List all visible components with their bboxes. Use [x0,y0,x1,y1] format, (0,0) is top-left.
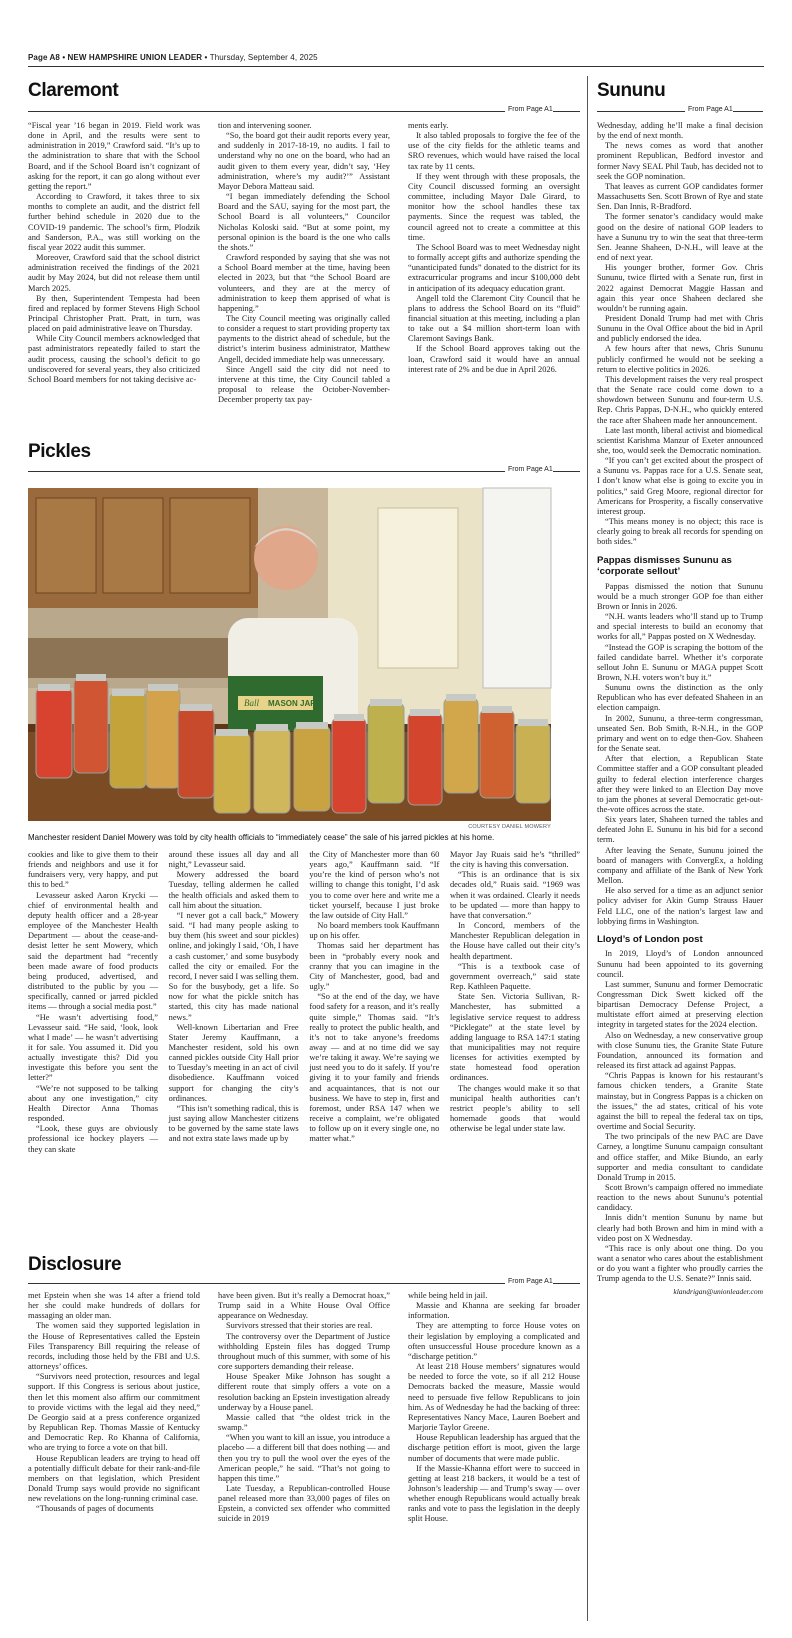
paragraph: At least 218 House members’ signatures would be needed to force the vote, so if all 212 House Democrats backed the measure, Massie would need to persuade five fellow Republicans to join him. As of Wednesday he had the backing of three: Representatives Nancy Mace, Lauren Boebert and Marjorie Taylor Greene. [408,1362,580,1433]
disclosure-jump-rule [28,1283,580,1284]
paragraph: House Speaker Mike Johnson has sought a different route that simply offers a vote on a resolution backing an Epstein investigation already underway by a House panel. [218,1372,390,1412]
paragraph: met Epstein when she was 14 after a friend told her she could make hundreds of dollars for massaging an older man. [28,1291,200,1321]
paragraph: Mayor Jay Ruais said he’s “thrilled” the city is having this conversation. [449,850,580,870]
pickles-columns [28,850,580,1154]
pickles-photo [28,488,551,821]
jar-brand-text: Ball [244,698,259,708]
claremont-jump-label: From Page A1 [505,106,553,113]
paragraph: Innis didn’t mention Sununu by name but clearly had both Brown and him in mind with a video post on X Wednesday. [597,1213,763,1243]
claremont-headline: Claremont [28,80,119,101]
paragraph: tion and intervening sooner. [218,121,312,130]
paragraph: It also tabled proposals to forgive the fee of the use of the city fields for the athletic teams and SRO revenues, which would have raised the local tax rate by 11 cents. [408,131,580,171]
paragraph: Survivors stressed that their stories are real. [226,1321,373,1331]
paragraph: “This means money is no object; this race is clearly going to break all records for spending on both sides.” [597,517,763,547]
paragraph: If the School Board approves taking out the loan, Crawford said it would have an annual interest rate of 2% and be due in April 2026. [408,344,580,374]
folio: Page A8 • NEW HAMPSHIRE UNION LEADER • Thursday, September 4, 2025 [28,53,318,62]
paragraph: He also served for a time as an adjunct senior policy adviser for Akin Gump Strauss Hauer Feld LLC, one of the nation’s largest law and lobbying firms in Washington. [597,886,763,926]
claremont-jump-rule [28,111,580,112]
sununu-headline: Sununu [597,80,666,101]
paragraph: House Republican leaders are trying to head off a potentially difficult debate for their rank-and-file members on that legislation, which President Donald Trump says would provide no significant new revelations on the long-running criminal case. [28,1453,200,1504]
sununu-jump-label: From Page A1 [685,106,733,113]
column-divider [587,76,588,1621]
paragraph: “This race is only about one thing. Do you want a senator who cares about the establishment or do you want a fighter who proudly carries the Trump agenda to the U.S. Senate?” Innis said. [597,1243,763,1284]
paragraph: The news comes as word that another prominent Republican, Bedford investor and former Navy SEAL Phil Taub, has decided not to seek the GOP nomination. [597,141,763,181]
paragraph: “N.H. wants leaders who’ll stand up to Trump and special interests to build an economy that works for all,” Pappas posted on X Wednesday. [597,612,763,642]
claremont-column-3 [408,121,580,439]
paragraph: Crawford responded by saying that she was not a School Board member at the time, having been elected in 2023, but that “the School Board are volunteers, and they are at the mercy of administration to keep them apprised of what is happening.” [218,253,390,313]
paragraph: “Survivors need protection, resources and legal support. If this Congress is serious about justice, then let this moment also affirm our commitment to provide victims with the legal aid they need,” De Georgio said at a press conference organized by Republican Rep. Thomas Massie of Kentucky and Democratic Rep. Ro Khanna of California, who are trying to force a vote on that bill. [28,1372,200,1453]
photo-credit: COURTESY DANIEL MOWERY [468,824,551,830]
paragraph: “When you want to kill an issue, you introduce a placebo — a different bill that does nothing — and then you try to pull the wool over the eyes of the American people,” he said. “That’s not going to happen this time.” [218,1433,390,1483]
paragraph: “Look, these guys are obviously professional ice hockey players — they can skate [28,1124,158,1154]
pickles-column-2 [168,850,299,1144]
paragraph: The School Board was to meet Wednesday night to formally accept gifts and authorize spending the “unanticipated funds” donated to the district for its extracurricular programs and incur $100,000 debt in anticipation of its adequacy education grant. [408,242,580,293]
pickles-column-4 [449,850,580,1134]
sununu-subhead-pappas: Pappas dismisses Sununu as ‘corporate sellout’ [597,554,732,578]
top-rule [28,66,764,67]
paragraph: Well-known Libertarian and Free Stater Jeremy Kauffmann, a Manchester resident, sold his own canned pickles outside City Hall prior to Tuesday’s meeting in an act of civil disobedience. Kauffmann voiced support for changing the city’s ordinances. [168,1022,299,1103]
paragraph: Massie and Khanna are seeking far broader information. [408,1301,580,1321]
paragraph: around these issues all day and all night,” Levasseur said. [168,850,299,870]
paragraph: In Concord, members of the Manchester Republican delegation in the House have called out their city’s health department. [449,921,580,961]
paragraph: the City of Manchester more than 60 years ago,” Kauffmann said. “If you’re the kind of person who’s not willing to change this tonight, I’d ask you to come over here and write me a ticket yourself, because I just broke the law outside of City Hall.” [309,850,440,920]
paragraph: “Fiscal year ’16 began in 2019. Field work was done in April, and the results were sent to administration in 2019,” Crawford said. “It’s up to the administration to share that with the School Board, and if the School Board isn’t cognizant of asking for the report, it can go along without ever getting the report.” [28,121,200,191]
paragraph: The controversy over the Department of Justice withholding Epstein files has dogged Trump throughout much of this summer, with some of his core supporters demanding their release. [218,1331,390,1372]
sununu-body-a [597,121,763,548]
pickles-jump-label: From Page A1 [505,466,553,473]
paragraph: In 2019, Lloyd’s of London announced Sununu had been appointed to its governing council. [597,949,763,979]
claremont-column-2 [218,121,390,439]
paragraph: State Sen. Victoria Sullivan, R-Manchester, has submitted a legislative service request to address “Picklegate” at the state level by adding language to RSA 147:1 stating that municipalities may not require licenses for activities exempted by state homestead food operation ordinances. [449,992,580,1083]
paragraph: Levasseur asked Aaron Krycki — chief of environmental health and deputy health officer and a 28-year employee of the Manchester Health Department — about the cease-and-desist letter he sent Mowery, which said the department had “recently been made aware of food products being produced, advertised, and distributed to the public by you — specifically, canned or jarred pickled items — through a social media post.” [28,890,158,1012]
paragraph: If they went through with these proposals, the City Council discussed forming an oversight committee, including Mayor Dale Girard, to monitor how the school handles these tax payments. Since the request was tabled, the council agreed not to create a committee at this time. [408,171,580,242]
paragraph: That leaves as current GOP candidates former Massachusetts Sen. Scott Brown of Rye and state Sen. Dan Innis, R-Bradford. [597,181,763,212]
paragraph: By then, Superintendent Tempesta had been fired and replaced by former Stevens High School Principal Christopher Pratt. Pratt, in turn, was placed on paid administrative leave on Thursday. [28,293,200,334]
folio-paper: NEW HAMPSHIRE UNION LEADER [67,53,203,62]
disclosure-headline: Disclosure [28,1254,122,1275]
paragraph: “This isn’t something radical, this is just saying allow Manchester citizens to be governed by the same state laws and not extra state laws made up by [168,1103,299,1144]
pickles-column-1 [28,850,158,1154]
paragraph: “I began immediately defending the School Board and the SAU, saying for the most part, the School Board is all volunteers,” Councilor Nicholas Koloski said. “But at some point, my personal opinion is the board is the one who calls the shots.” [218,192,390,252]
sununu-subhead-lloyds: Lloyd’s of London post [597,933,703,945]
paragraph: “This is a textbook case of government overreach,” said state Rep. Kathleen Paquette. [449,961,580,992]
paragraph: “We’re not supposed to be talking about any one investigation,” city Health Director Anna Thomas responded. [28,1083,158,1124]
sununu-body-c [597,949,763,1284]
paragraph: Late Tuesday, a Republican-controlled House panel released more than 33,000 pages of files on Epstein, a convicted sex offender who committed suicide in 2019 [218,1483,390,1524]
paragraph: cookies and like to give them to their friends and neighbors and use it for fundraisers very, very happy, and put this to bed.” [28,850,158,890]
pickles-jump-rule [28,471,580,472]
paragraph: They are attempting to force House votes on their legislation by employing a complicated and often unsuccessful House procedure known as a “discharge petition.” [408,1321,580,1361]
paragraph: The two principals of the new PAC are Dave Carney, a longtime Sununu campaign consultant and office staffer, and Mike Biundo, an early supporter and media consultant to candidate Donald Trump in 2015. [597,1132,763,1182]
paragraph: The women said they supported legislation in the House of Representatives called the Epstein Files Transparency Bill requiring the release of records, including those held by the FBI and U.S. attorneys’ offices. [28,1321,200,1372]
disclosure-column-2 [218,1291,390,1621]
paragraph: Wednesday, adding he’ll make a final decision by the end of next month. [597,121,763,141]
paragraph: Sununu owns the distinction as the only Republican who has ever defeated Shaheen in an election campaign. [597,683,763,713]
paragraph: No board members took Kauffmann up on his offer. [309,921,440,941]
paragraph: If the Massie-Khanna effort were to succeed in getting at least 218 backers, it would be a test of Johnson’s leadership — and Trump’s sway — over whether enough Republicans would actually break ranks and vote to pass the legislation in the deeply split House. [408,1463,580,1524]
sununu-column [597,121,763,1621]
paragraph: The City Council meeting was originally called to consider a request to start providing property tax payments to the district ahead of schedule, but the district’s interim business administrator, Matthew Angell, decided immediate help was unnecessary. [218,313,390,364]
paragraph: “Chris Pappas is known for his restaurant’s famous chicken tenders, a Granite State mainstay, but in Congress Pappas is a chicken on the issues,” the ad states, critical of his vote against the bill to repeal the federal tax on tips, overtime and Social Security. [597,1071,763,1132]
paragraph: Mowery addressed the board Tuesday, telling aldermen he called the health officials and asked them to call him about the situation. [168,870,299,910]
paragraph: Late last month, liberal activist and biomedical scientist Karishma Manzur of Exeter announced she, too, would seek the Democratic nomination. [597,425,763,455]
paragraph: while being held in jail. [408,1291,488,1300]
paragraph: ments early. [408,121,449,130]
paragraph: After that election, a Republican State Committee staffer and a GOP consultant pleaded guilty to federal election interference charges after they were linked to an Election Day move to jam the phones at several Democratic get-out-the-vote offices across the state. [597,754,763,814]
paragraph: Six years later, Shaheen turned the tables and defeated John E. Sununu in his bid for a second term. [597,815,763,845]
paragraph: The former senator’s candidacy would make good on the desire of national GOP leaders to have a Sununu try to win the seat that three-term Sen. Jeanne Shaheen, D-N.H., will leave at the end of next year. [597,212,763,263]
paragraph: “Thousands of pages of documents [36,1504,154,1514]
paragraph: While City Council members acknowledged that past administrators repeatedly failed to start the audit process, causing the school’s deficit to go undiscovered for several years, they also criticized School Board members for not taking decisive ac- [28,334,200,384]
pickles-column-3 [309,850,440,1144]
paragraph: House Republican leadership has argued that the discharge petition effort is moot, given the large number of documents that were made public. [408,1433,580,1463]
sununu-body-b [597,582,763,927]
paragraph: His younger brother, former Gov. Chris Sununu, twice flirted with a Senate run, first in 2022 against Democrat Maggie Hassan and again this year once Shaheen declared she wouldn’t be running again. [597,263,763,313]
claremont-columns [28,121,580,439]
paragraph: Scott Brown’s campaign offered no immediate reaction to the news about Sununu’s potential candidacy. [597,1182,763,1213]
paragraph: “I never got a call back,” Mowery said. “I had many people asking to buy them (his sweet and sour pickles) online, and jokingly I said, ‘Oh, I have a cash customer,’ and some busybody called the city or emailed. For the record, I never said I was selling them. So for the busybody, get a life. So now for what the pickle snitch has started, this city has made national news.” [168,910,299,1022]
paragraph: Angell told the Claremont City Council that he plans to address the School Board on its “fluid” financial situation at this meeting, including a plan to take out a $4 million short-term loan with Claremont Savings Bank. [408,293,580,344]
paragraph: Massie called that “the oldest trick in the swamp.” [218,1412,390,1433]
sununu-jump-rule [597,111,763,112]
pickles-headline: Pickles [28,441,91,462]
paragraph: Pappas dismissed the notion that Sununu would be a much stronger GOP foe than either Brown or Innis in 2026. [597,581,763,611]
disclosure-column-3 [408,1291,580,1621]
paragraph: “This is an ordinance that is six decades old,” Ruais said. “1969 was when it was ordained. Clearly it needs to be updated — more than happy to have that conversation.” [449,870,580,920]
disclosure-columns [28,1291,580,1621]
paragraph: The changes would make it so that municipal health authorities can’t restrict people’s ability to sell homemade goods that would otherwise be legal under state law. [449,1083,580,1134]
folio-date: Thursday, September 4, 2025 [209,53,318,62]
pickles-photo-art [28,488,551,821]
paragraph: Last summer, Sununu and former Democratic Congressman Dick Swett kicked off the bipartisan Democracy Defense Project, a multistate effort aimed at preserving election integrity in targeted states for the 2024 election. [597,979,763,1030]
paragraph: Since Angell said the city did not need to intervene at this time, the City Council tabled a proposal to release the October-November-December property tax pay- [218,364,390,405]
paragraph: “He wasn’t advertising food,” Levasseur said. “He said, ‘look, look what I made’ — he wasn’t advertising it for sale. You assumed it. Did you actually investigate this? Did you investigate this before you sent the letter?” [28,1012,158,1083]
paragraph: “If you can’t get excited about the prospect of a Sununu vs. Pappas race for a U.S. Senate seat, I don’t know what else is going to excite you in politics,” said Greg Moore, regional director for Americans for Prosperity, a fiscally conservative interest group. [597,456,763,516]
disclosure-jump-label: From Page A1 [505,1278,553,1285]
paragraph: Also on Wednesday, a new conservative group with close Sununu ties, the Granite State Future Foundation, announced its formation and released its first attack ad against Pappas. [597,1030,763,1071]
paragraph: A few hours after that news, Chris Sununu publicly confirmed he would not be seeking a return to elective politics in 2026. [597,344,763,374]
paragraph: “So at the end of the day, we have food safety for a reason, and it’s really quite simple,” Thomas said. “It’s really to protect the public health, and it’s not to take anyone’s freedoms away — and at no time did we say we’re taking it away. We’re saying we just need you to do it safely. If you’re giving it to your family and friends and acquaintances, that is not our business. We have to step in, first and foremost, under RSA 147 when we receive a complaint, we’re obligated to follow up on it every single one, no matter what.” [309,992,440,1144]
paragraph: In 2002, Sununu, a three-term congressman, unseated Sen. Bob Smith, R-N.H., in the GOP primary and went on to edge then-Gov. Shaheen for the Senate seat. [597,713,763,754]
folio-page: Page A8 [28,53,60,62]
paragraph: “Instead the GOP is scraping the bottom of the failed candidate barrel. Whether it’s corporate sellout John E. Sununu or MAGA puppet Scott Brown, N.H. voters won’t buy it.” [597,642,763,682]
sununu-byline: klandrigan@unionleader.com [673,1286,763,1296]
paragraph: President Donald Trump had met with Chris Sununu in the Oval Office about the bid in April and publicly endorsed the idea. [597,313,763,344]
paragraph: This development raises the very real prospect that the Senate race could come down to a showdown between Sununu and four-term U.S. Rep. Chris Pappas, D-N.H., who quickly entered the race after Shaheen made her announcement. [597,374,763,425]
paragraph: After leaving the Senate, Sununu joined the board of managers with ConvergEx, a holding company and affiliate of the Bank of New York Mellon. [597,845,763,886]
paragraph: Moreover, Crawford said that the school district administration received the findings of the 2021 audit by May 2024, but did not release them until March 2025. [28,253,200,293]
photo-caption: Manchester resident Daniel Mowery was told by city health officials to “immediately cease” the sale of his jarred pickles at his home. [28,833,495,842]
claremont-column-1 [28,121,200,439]
disclosure-column-1 [28,1291,200,1621]
paragraph: According to Crawford, it takes three to six months to complete an audit, and the district fell further behind schedule in 2020 due to the COVID-19 pandemic. The school’s firm, Plodzik and Sanderson, P.A., was still working on the fiscal year 2022 audit this summer. [28,192,200,252]
paragraph: Thomas said her department has been in “probably every nook and cranny that you can imagine in the City of Manchester, good, bad and ugly.” [309,941,440,992]
paragraph: “So, the board got their audit reports every year, and suddenly in 2017-18-19, no audits. I fail to understand why no one on the board, who had an audit given to them every year, didn’t say, ‘Hey administration, where’s my audit?’” Assistant Mayor Debora Matteau said. [218,131,390,191]
paragraph: have been given. But it’s really a Democrat hoax,” Trump said in a White House Oval Office appearance on Wednesday. [218,1291,390,1321]
jar-label-text: MASON JARS [268,699,322,708]
